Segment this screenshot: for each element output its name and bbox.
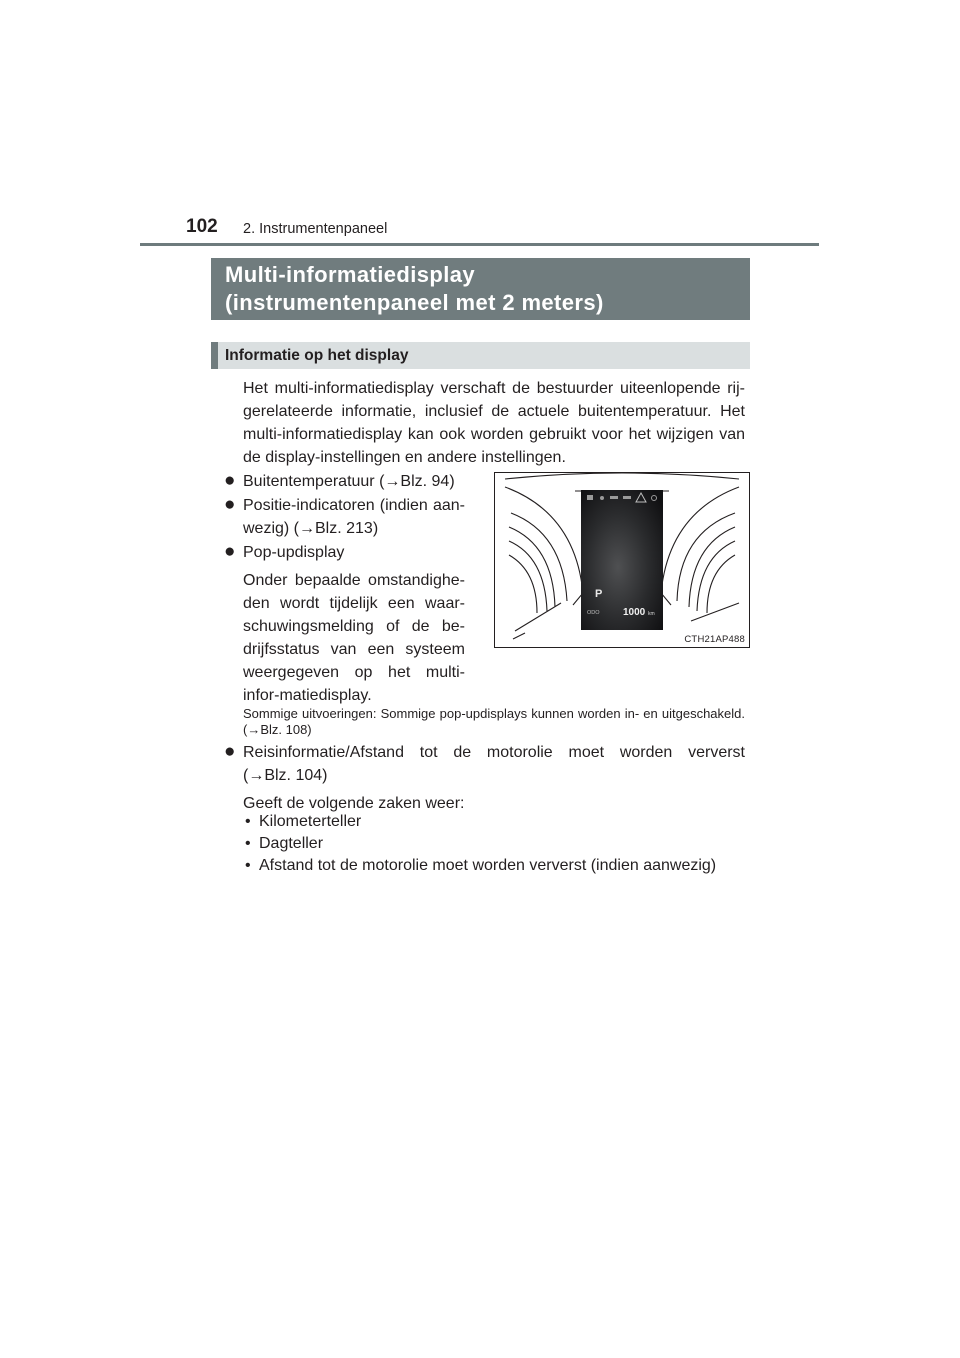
- header-rule: [140, 243, 819, 246]
- odometer-value: 1000: [623, 607, 646, 618]
- subsection-title: Informatie op het display: [211, 342, 750, 369]
- chapter-title: 2. Instrumentenpaneel: [243, 221, 388, 237]
- bullet-dot: ●: [224, 741, 236, 762]
- instrument-panel-figure: [494, 472, 750, 648]
- bullet-dot: ●: [224, 494, 236, 515]
- instrument-panel-illustration: [495, 473, 749, 647]
- section-title-line-1: Multi-informatiedisplay: [225, 262, 475, 287]
- bullet-dot: ●: [224, 541, 236, 562]
- odo-label: ODO: [587, 610, 600, 616]
- popup-display-description: Onder bepaalde omstandighe-den wordt tijdelijk een waar-schuwingsmelding of de be-drijfsstatus van een systeem weergegeven op het multi-infor-matiedisplay.: [243, 572, 465, 704]
- list-item: • Kilometerteller: [245, 813, 362, 830]
- right-gauge-icon: [661, 487, 739, 621]
- bullet-popup-display: Pop-updisplay: [243, 544, 345, 561]
- list-item: • Dagteller: [245, 835, 324, 852]
- intro-paragraph: Het multi-informatiedisplay verschaft de bestuurder uiteenlopende rij-gerelateerde informatie, inclusief de actuele buitentemperatuur. Het multi-informatiedisplay kan ook worden gebruikt voor het wijzigen van de display-instellingen en andere instellingen.: [243, 380, 745, 466]
- trip-information-description: Geeft de volgende zaken weer:: [243, 795, 465, 812]
- bullet-position-indicators-line-1: Positie-indicatoren (indien aan-: [243, 497, 465, 514]
- page-number: 102: [186, 216, 218, 237]
- bullet-outside-temperature: Buitentemperatuur (→Blz. 94): [243, 473, 455, 490]
- multi-information-display-screen: [581, 490, 663, 630]
- bullet-dot: ●: [224, 470, 236, 491]
- section-title: [211, 258, 750, 320]
- gear-indicator: P: [595, 588, 603, 600]
- bullet-trip-information-line-1: Reisinformatie/Afstand tot de motorolie moet worden ververst: [243, 744, 745, 761]
- bullet-position-indicators-line-2: wezig) (→Blz. 213): [243, 520, 379, 537]
- figure-code: CTH21AP488: [684, 634, 745, 645]
- left-gauge-icon: [505, 487, 583, 639]
- list-item: • Afstand tot de motorolie moet worden ververst (indien aanwezig): [245, 857, 717, 874]
- bullet-trip-information-line-2: (→Blz. 104): [243, 767, 328, 784]
- section-title-line-2: (instrumentenpaneel met 2 meters): [225, 290, 604, 315]
- popup-note: Sommige uitvoeringen: Sommige pop-updisplays kunnen worden in- en uitgeschakeld. (→Blz. 108): [243, 706, 745, 737]
- odometer-unit: km: [648, 611, 655, 617]
